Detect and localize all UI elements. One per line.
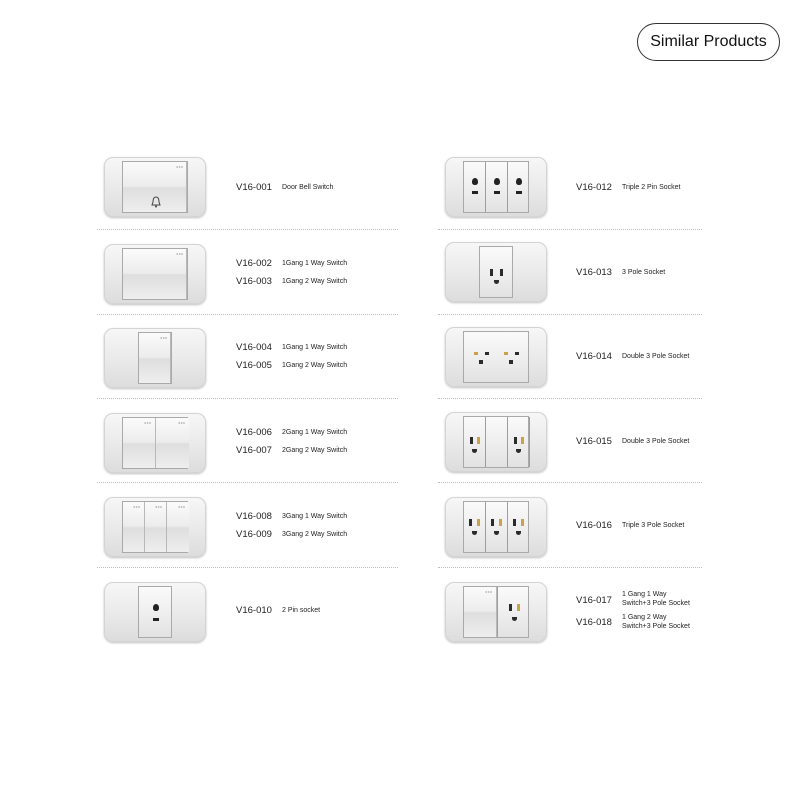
product-description: 3Gang 1 Way Switch	[282, 513, 348, 520]
product-code: V16-012	[576, 182, 612, 193]
product-image-switch-3pole-socket	[445, 582, 547, 642]
divider	[438, 482, 702, 483]
product-description: 2 Pin socket	[282, 607, 321, 614]
product-code: V16-009	[236, 529, 272, 540]
divider	[97, 229, 398, 230]
product-image-double-3pole-socket-vertical	[445, 412, 547, 472]
product-description: Triple 2 Pin Socket	[622, 184, 681, 191]
product-description: 1Gang 2 Way Switch	[282, 278, 348, 285]
product-image-door-bell-switch	[104, 157, 206, 217]
product-image-double-3pole-socket	[445, 327, 547, 387]
product-code: V16-010	[236, 605, 272, 616]
product-description: Switch+3 Pole Socket	[622, 600, 690, 607]
product-code: V16-017	[576, 595, 612, 606]
product-code: V16-002	[236, 258, 272, 269]
product-image-2pin-socket	[104, 582, 206, 642]
product-image-triple-2pin-socket	[445, 157, 547, 217]
product-description: Triple 3 Pole Socket	[622, 522, 685, 529]
divider	[438, 567, 702, 568]
product-image-3pole-socket	[445, 242, 547, 302]
product-code: V16-003	[236, 276, 272, 287]
divider	[438, 398, 702, 399]
product-code: V16-006	[236, 427, 272, 438]
product-image-1gang-narrow-switch	[104, 328, 206, 388]
divider	[438, 314, 702, 315]
product-code: V16-008	[236, 511, 272, 522]
product-code: V16-015	[576, 436, 612, 447]
product-code: V16-007	[236, 445, 272, 456]
product-code: V16-005	[236, 360, 272, 371]
divider	[97, 314, 398, 315]
similar-products-button[interactable]: Similar Products	[637, 23, 780, 61]
product-image-triple-3pole-socket	[445, 497, 547, 557]
product-description: 2Gang 1 Way Switch	[282, 429, 348, 436]
product-description: 3Gang 2 Way Switch	[282, 531, 348, 538]
product-image-2gang-switch	[104, 413, 206, 473]
divider	[97, 398, 398, 399]
product-code: V16-004	[236, 342, 272, 353]
product-description: 1Gang 2 Way Switch	[282, 362, 348, 369]
product-code: V16-001	[236, 182, 272, 193]
divider	[97, 482, 398, 483]
product-image-1gang-wide-switch	[104, 244, 206, 304]
product-image-3gang-switch	[104, 497, 206, 557]
divider	[438, 229, 702, 230]
product-description: 1Gang 1 Way Switch	[282, 260, 348, 267]
product-description: Double 3 Pole Socket	[622, 353, 690, 360]
product-description: Switch+3 Pole Socket	[622, 623, 690, 630]
bell-icon	[151, 196, 161, 208]
product-code: V16-018	[576, 617, 612, 628]
product-code: V16-013	[576, 267, 612, 278]
product-description: 3 Pole Socket	[622, 269, 666, 276]
product-description: Door Bell Switch	[282, 184, 334, 191]
product-description: 1 Gang 2 Way	[622, 614, 667, 621]
product-description: 2Gang 2 Way Switch	[282, 447, 348, 454]
product-description: 1 Gang 1 Way	[622, 591, 667, 598]
product-description: 1Gang 1 Way Switch	[282, 344, 348, 351]
product-description: Double 3 Pole Socket	[622, 438, 690, 445]
product-code: V16-016	[576, 520, 612, 531]
product-code: V16-014	[576, 351, 612, 362]
divider	[97, 567, 398, 568]
